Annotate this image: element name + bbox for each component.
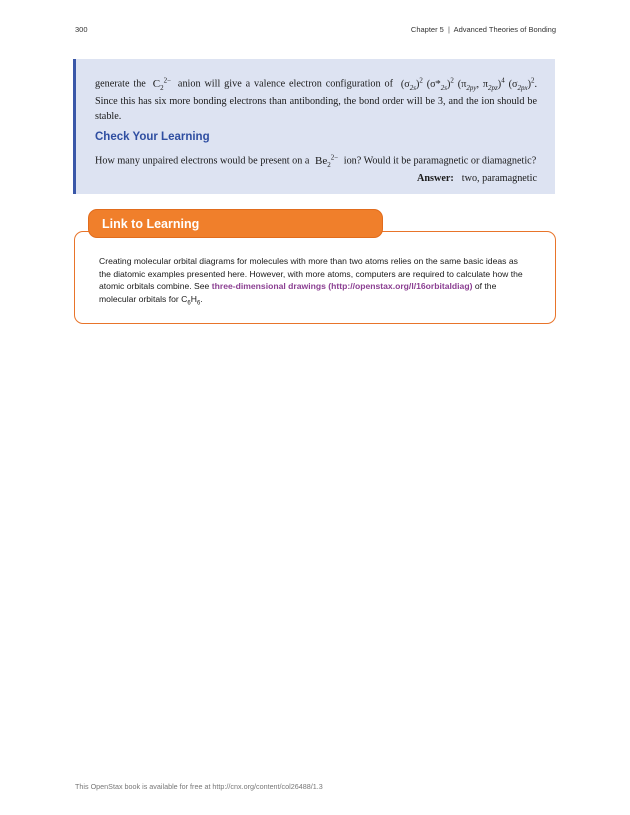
ion-be2-formula <box>315 152 339 169</box>
ion-element: Be <box>315 154 328 167</box>
mo-term: π <box>482 78 489 90</box>
question-text-start: How many unpaired electrons would be present on a <box>95 155 310 167</box>
mo-paren: ) <box>497 78 502 90</box>
answer-line <box>95 172 537 187</box>
page-number: 300 <box>75 25 88 34</box>
mo-sup: 2 <box>450 76 454 85</box>
mo-end: . <box>534 78 538 90</box>
mo-sub: 2py <box>466 83 477 92</box>
link-to-learning-text <box>99 255 529 310</box>
chapter-label <box>411 25 556 34</box>
three-dimensional-drawings-link[interactable]: three-dimensional drawings (http://openstax.org/l/16orbitaldiag) <box>211 281 473 292</box>
mo-sub: 2px <box>517 83 528 92</box>
mo-sup: 2 <box>530 76 535 85</box>
ion-charge: 2− <box>330 152 339 161</box>
solution-text-end: Since this has six more bonding electrons than antibonding, the bond order will be 3, and the ion should be stable. <box>95 96 537 122</box>
question-text-end: ion? Would it be paramagnetic or diamagnetic? <box>343 155 537 167</box>
mo-sub: 2pz <box>488 83 498 92</box>
link-text-start: Creating molecular orbital diagrams for molecules with more than two atoms relies on the same basic ideas as the diatomic examples presented here. However, with more atoms, computers are required to calculate how the atomic orbitals combine. See <box>99 256 523 292</box>
mo-sup: 4 <box>501 76 505 85</box>
mo-sep: , <box>476 78 479 90</box>
mo-paren: ) <box>415 78 420 90</box>
mo-paren: ) <box>527 78 531 90</box>
solution-text-start: generate the <box>95 78 146 90</box>
link-text-period: . <box>200 293 203 304</box>
ion-c2-formula <box>153 78 171 90</box>
mo-sub: 2s <box>440 83 447 92</box>
formula-c-sub: 6 <box>187 300 191 307</box>
formula-h: H <box>190 293 197 304</box>
mo-term: (π <box>457 78 467 90</box>
ion-subscript: 2 <box>327 160 331 169</box>
check-your-learning-heading: Check Your Learning <box>95 131 210 144</box>
mo-term: (σ <box>508 78 518 90</box>
chapter-separator: | <box>447 25 450 34</box>
ion-subscript: 2 <box>160 83 164 92</box>
page-header <box>75 25 556 34</box>
mo-sub: 2s <box>409 83 416 92</box>
mo-term: (σ <box>400 78 410 90</box>
mo-term: (σ* <box>426 78 441 90</box>
mo-paren: ) <box>447 78 451 90</box>
link-to-learning-title: Link to Learning <box>88 209 383 238</box>
link-text-end: of the molecular orbitals for <box>99 281 497 304</box>
formula-h-sub: 6 <box>196 300 201 307</box>
solution-text-middle: anion will give a valence electron configuration of <box>177 78 393 90</box>
solution-paragraph <box>95 73 537 124</box>
page-footer: This OpenStax book is available for free at http://cnx.org/content/col26488/1.3 <box>75 782 323 791</box>
example-solution-box <box>73 59 555 194</box>
benzene-formula <box>181 293 203 307</box>
mo-sup: 2 <box>419 76 423 85</box>
check-question <box>95 150 537 172</box>
electron-configuration <box>400 76 538 92</box>
ion-charge: 2− <box>163 76 172 84</box>
chapter-number: Chapter 5 <box>410 25 444 34</box>
ion-element: C <box>152 77 161 90</box>
formula-c: C <box>181 293 188 304</box>
answer-text: two, paramagnetic <box>461 173 537 185</box>
chapter-title: Advanced Theories of Bonding <box>453 25 556 34</box>
answer-label: Answer: <box>416 173 454 185</box>
